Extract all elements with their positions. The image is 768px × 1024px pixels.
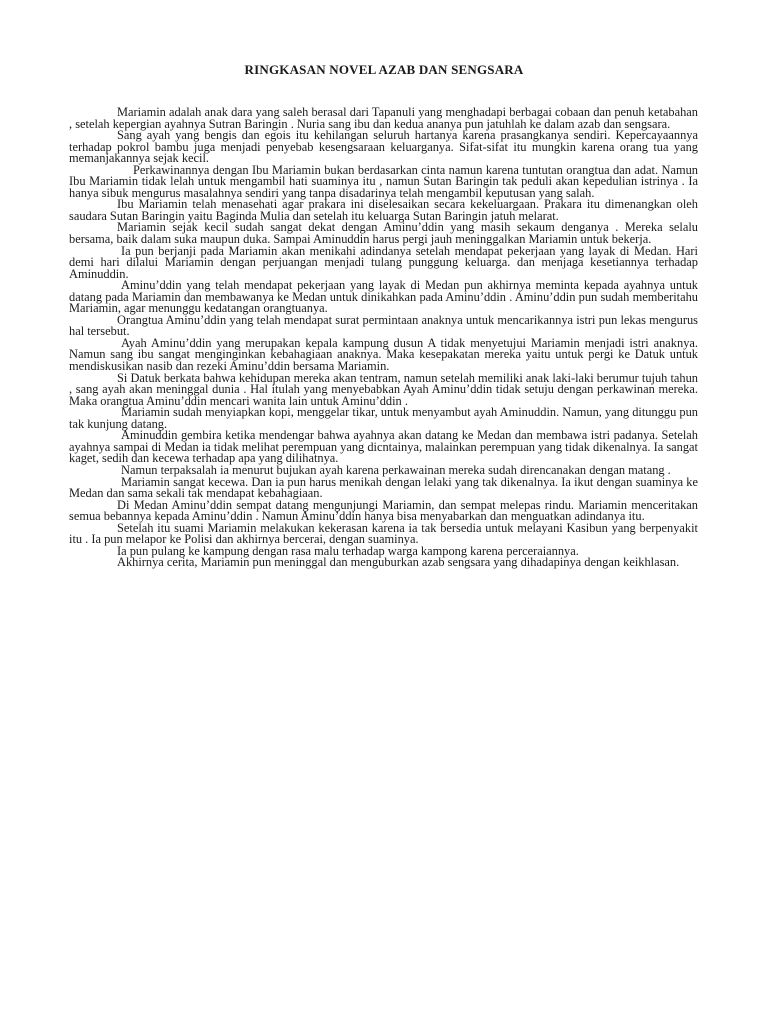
paragraph: Si Datuk berkata bahwa kehidupan mereka akan tentram, namun setelah memiliki anak laki-laki berumur tujuh tahun , sang ayah akan meninggal dunia . Hal itulah yang menyebabkan Ayah Aminu’ddin tidak setuju dengan perkawinan mereka. Maka orangtua Aminu’ddin mencari wanita lain untuk Aminu’ddin . — [69, 370, 698, 408]
document-title: RINGKASAN NOVEL AZAB DAN SENGSARA — [244, 62, 524, 77]
paragraph: Di Medan Aminu’ddin sempat datang mengunjungi Mariamin, dan sempat melepas rindu. Mariamin menceritakan semua bebannya kepada Aminu’ddin . Namun Aminu’ddin hanya bisa menyabarkan dan menguatkan adindanya itu. — [69, 497, 698, 524]
paragraph: Aminu’ddin yang telah mendapat pekerjaan yang layak di Medan pun akhirnya meminta kepada ayahnya untuk datang pada Mariamin dan membawanya ke Medan untuk dinikahkan pada Aminu’ddin . Aminu’ddin pun sudah memberitahu Mariamin, agar menunggu kedatangan orangtuanya. — [69, 278, 698, 316]
paragraph: Akhirnya cerita, Mariamin pun meninggal dan menguburkan azab sengsara yang dihadapinya dengan keikhlasan. — [117, 555, 680, 570]
paragraph: Setelah itu suami Mariamin melakukan kekerasan karena ia tak bersedia untuk melayani Kasibun yang berpenyakit itu . Ia pun melapor ke Polisi dan akhirnya bercerai, dengan suaminya. — [69, 520, 698, 547]
paragraph: Ia pun berjanji pada Mariamin akan menikahi adindanya setelah mendapat pekerjaan yang layak di Medan. Hari demi hari dilalui Mariamin dengan perjuangan menjadi tulang punggung keluarga. dan menjaga kesetiannya terhadap Aminuddin. — [69, 243, 698, 281]
paragraph: Orangtua Aminu’ddin yang telah mendapat surat permintaan anaknya untuk mencarikannya istri pun lekas mengurus hal tersebut. — [69, 312, 698, 339]
paragraph: Mariamin sangat kecewa. Dan ia pun harus menikah dengan lelaki yang tak dikenalnya. Ia ikut dengan suaminya ke Medan dan sama sekali tak mendapat kebahagiaan. — [69, 474, 698, 501]
paragraph: Ia pun pulang ke kampung dengan rasa malu terhadap warga kampong karena perceraiannya. — [117, 543, 579, 558]
paragraph: Ayah Aminu’ddin yang merupakan kepala kampung dusun A tidak menyetujui Mariamin menjadi istri anaknya. Namun sang ibu sangat menginginkan kebahagiaan anaknya. Maka kesepakatan mereka yaitu untuk pergi ke Datuk untuk mendiskusikan nasib dan rezeki Aminu’ddin bersama Mariamin. — [69, 335, 698, 374]
paragraph: Sang ayah yang bengis dan egois itu kehilangan seluruh hartanya karena prasangkanya sendiri. Kepercayaannya terhadap pokrol bambu juga menjadi penyebab kesengsaraan keluarganya. Sifat-sifat itu mungkin karena orang tua yang memanjakannya sejak kecil. — [69, 128, 698, 166]
paragraph: Mariamin sudah menyiapkan kopi, menggelar tikar, untuk menyambut ayah Aminuddin. Namun, yang ditunggu pun tak kunjung datang. — [69, 405, 698, 431]
paragraph: Namun terpaksalah ia menurut bujukan ayah karena perkawainan mereka sudah direncanakan dengan matang . — [121, 462, 671, 477]
paragraph: Aminuddin gembira ketika mendengar bahwa ayahnya akan datang ke Medan dan membawa istri padanya. Setelah ayahnya sampai di Medan ia tidak melihat perempuan yang dicntainya, malainkan perempuan yang tidak dikenalnya. Ia sangat kaget, sedih dan kecewa terhadap apa yang dilihatnya. — [69, 428, 698, 466]
document-body — [69, 107, 698, 569]
paragraph: Mariamin adalah anak dara yang saleh berasal dari Tapanuli yang menghadapi berbagai cobaan dan penuh ketabahan , setelah kepergian ayahnya Sutran Baringin . Nuria sang ibu dan kedua ananya pun jatuhlah ke dalam azab dan sengsara. — [69, 105, 698, 131]
paragraph: Ibu Mariamin telah menasehati agar prakara ini diselesaikan secara kekeluargaan. Prakara itu dimenangkan oleh saudara Sutan Baringin yaitu Baginda Mulia dan setelah itu keluarga Sutan Baringin jatuh melarat. — [69, 197, 698, 223]
paragraph: Mariamin sejak kecil sudah sangat dekat dengan Aminu’ddin yang masih sekaum denganya . Mereka selalu bersama, baik dalam suka maupun duka. Sampai Aminuddin harus pergi jauh meninggalkan Mariamin untuk bekerja. — [69, 220, 698, 247]
paragraph: Perkawinannya dengan Ibu Mariamin bukan berdasarkan cinta namun karena tuntutan orangtua dan adat. Namun Ibu Mariamin tidak lelah untuk mengambil hati suaminya itu , namun Sutan Baringin tak peduli akan kepedulian istrinya . Ia hanya sibuk mengurus masalahnya sendiri yang tanpa disadarinya telah mengambil keputusan yang salah. — [69, 162, 698, 200]
